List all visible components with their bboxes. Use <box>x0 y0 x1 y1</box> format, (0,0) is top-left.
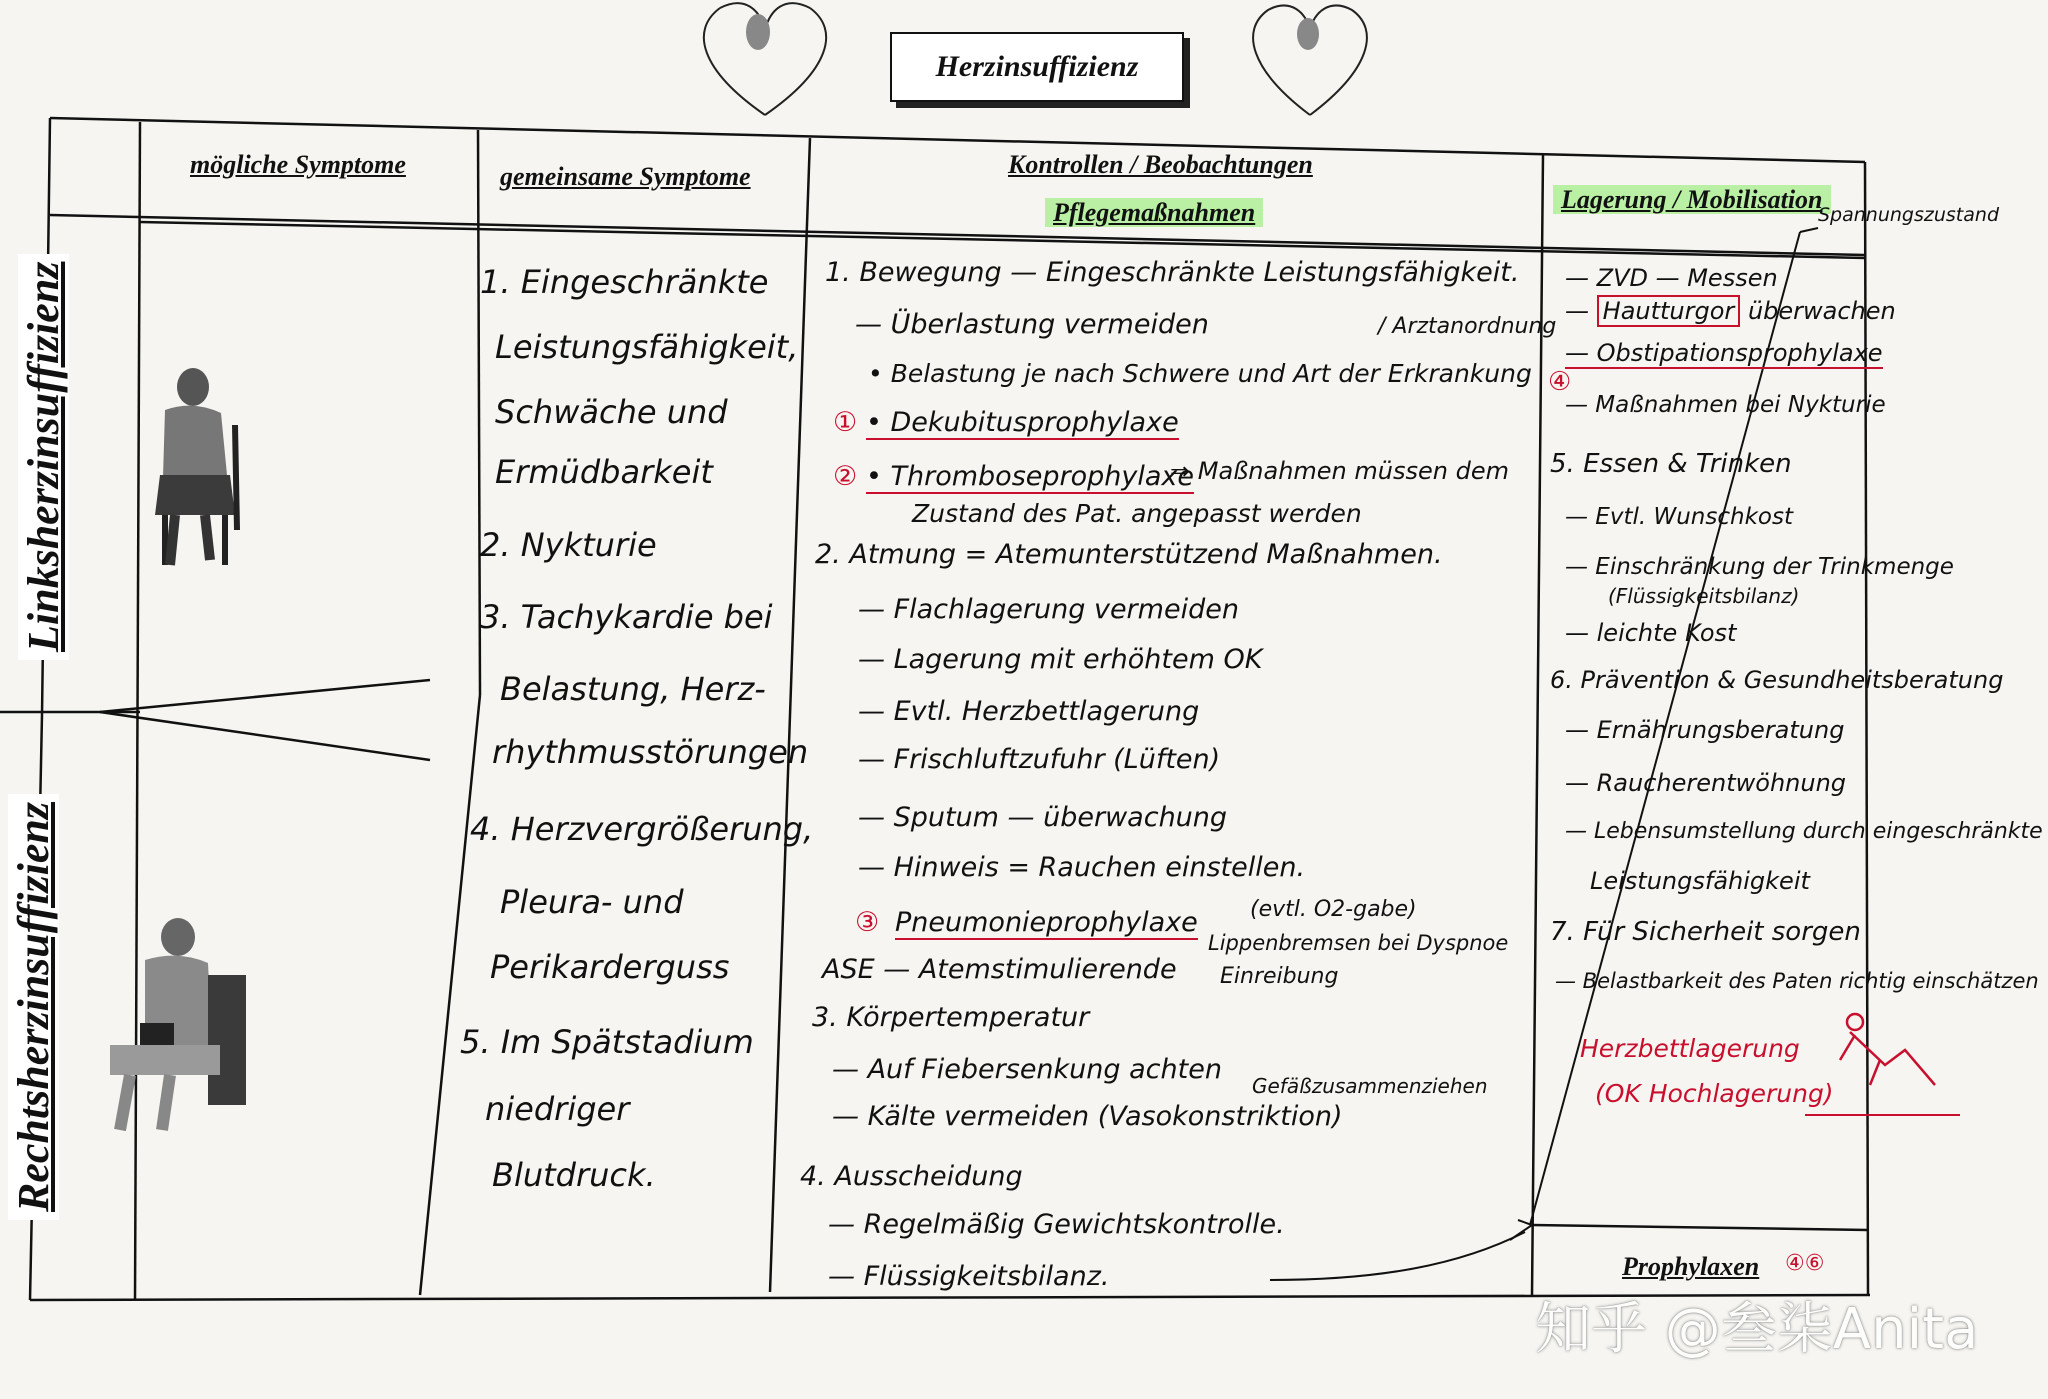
symptom-line: niedriger <box>485 1090 630 1128</box>
measure-line: 1. Bewegung — Eingeschränkte Leistungsfähigkeit. <box>825 257 1520 288</box>
measure-line: — Flachlagerung vermeiden <box>858 594 1239 625</box>
header-lagerung: Lagerung / Mobilisation <box>1553 185 1831 214</box>
row-label-rechts: Rechtsherzinsuffizienz <box>8 794 59 1220</box>
lagerung-line: — Raucherentwöhnung <box>1565 769 1847 797</box>
symptom-line: 5. Im Spätstadium <box>460 1023 754 1061</box>
lagerung-line: 6. Prävention & Gesundheitsberatung <box>1550 666 2004 694</box>
symptom-line: Pleura- und <box>500 883 684 921</box>
measure-note: Gefäßzusammenziehen <box>1252 1074 1488 1098</box>
measure-line: — Kälte vermeiden (Vasokonstriktion) <box>832 1101 1343 1132</box>
lagerung-line: überwachen <box>1747 297 1896 325</box>
lagerung-line: — Evtl. Wunschkost <box>1565 504 1793 530</box>
measure-line: • Belastung je nach Schwere und Art der Erkrankung <box>868 359 1532 388</box>
page-title: Herzinsuffizienz <box>890 32 1184 102</box>
lagerung-line: — leichte Kost <box>1565 619 1737 647</box>
lagerung-line: — Belastbarkeit des Paten richtig einschätzen <box>1555 969 2039 993</box>
measure-line: ASE — Atemstimulierende <box>822 954 1177 985</box>
lagerung-line: — ZVD — Messen <box>1565 264 1778 292</box>
symptom-line: Leistungsfähigkeit, <box>495 328 799 366</box>
prophylaxen-label: Prophylaxen <box>1622 1252 1760 1281</box>
lagerung-number: ④ <box>1548 367 1572 397</box>
measure-number: ① <box>833 407 858 438</box>
row-label-links: Linksherzinsuffizienz <box>18 254 69 660</box>
symptom-line: 1. Eingeschränkte <box>480 263 769 301</box>
header-pflegemassnahmen: Pflegemaßnahmen <box>1045 198 1263 227</box>
symptom-line: Belastung, Herz- <box>500 670 766 708</box>
lagerung-line: — Einschränkung der Trinkmenge <box>1565 554 1954 580</box>
lagerung-line: — Maßnahmen bei Nykturie <box>1565 392 1886 418</box>
measure-line: 2. Atmung = Atemunterstützend Maßnahmen. <box>815 539 1443 570</box>
measure-line: — Sputum — überwachung <box>858 802 1228 833</box>
measure-line: — Überlastung vermeiden <box>855 309 1209 340</box>
symptom-line: rhythmusstörungen <box>492 733 809 771</box>
annotation-spannungszustand: Spannungszustand <box>1818 204 2000 226</box>
measure-line: • Thromboseprophylaxe <box>866 461 1194 492</box>
measure-line: 3. Körpertemperatur <box>812 1002 1090 1033</box>
measure-line: — Auf Fiebersenkung achten <box>832 1054 1222 1085</box>
measure-line: — Flüssigkeitsbilanz. <box>828 1261 1110 1292</box>
measure-line: ⇒ Maßnahmen müssen dem <box>1170 457 1509 485</box>
lagerung-line: Leistungsfähigkeit <box>1590 867 1810 895</box>
measure-note: / Arztanordnung <box>1378 314 1557 339</box>
lagerung-line: 5. Essen & Trinken <box>1550 449 1792 479</box>
measure-number: ② <box>833 461 858 492</box>
lagerung-red-line: Herzbettlagerung <box>1580 1034 1800 1063</box>
lagerung-line: — Obstipationsprophylaxe <box>1565 339 1883 367</box>
symptom-line: Blutdruck. <box>492 1156 656 1194</box>
measure-line: — Hinweis = Rauchen einstellen. <box>858 852 1306 883</box>
prophylaxen-numbers: ④⑥ <box>1785 1251 1825 1276</box>
symptom-line: 2. Nykturie <box>480 526 657 564</box>
measure-line: 4. Ausscheidung <box>800 1161 1023 1192</box>
header-kontrollen: Kontrollen / Beobachtungen <box>1008 150 1313 179</box>
measure-line: Pneumonieprophylaxe <box>895 907 1198 938</box>
symptom-line: Ermüdbarkeit <box>495 453 713 491</box>
symptom-line: 4. Herzvergrößerung, <box>470 810 814 848</box>
measure-note: Lippenbremsen bei Dyspnoe <box>1208 931 1509 955</box>
symptom-line: 3. Tachykardie bei <box>480 598 773 636</box>
measure-line: • Dekubitusprophylaxe <box>866 407 1179 438</box>
measure-line: — Frischluftzufuhr (Lüften) <box>858 744 1221 775</box>
measure-note: (evtl. O2-gabe) <box>1250 897 1417 922</box>
symptom-line: Perikarderguss <box>490 948 730 986</box>
measure-line: — Evtl. Herzbettlagerung <box>858 696 1200 727</box>
seated-man-image <box>135 365 255 575</box>
watermark: 知乎 @叁柒Anita <box>1535 1297 1979 1362</box>
symptom-line: Schwäche und <box>495 393 728 431</box>
lagerung-red-line: (OK Hochlagerung) <box>1595 1079 1834 1108</box>
lagerung-line: — Lebensumstellung durch eingeschränkte <box>1565 819 2043 844</box>
measure-line: — Regelmäßig Gewichtskontrolle. <box>828 1209 1285 1240</box>
lagerung-line: — Ernährungsberatung <box>1565 716 1845 744</box>
seated-woman-image <box>100 915 250 1135</box>
lagerung-line: (Flüssigkeitsbilanz) <box>1608 584 1800 608</box>
measure-line: — Lagerung mit erhöhtem OK <box>858 644 1263 675</box>
reclining-figure-icon <box>1840 1014 1935 1085</box>
lagerung-boxed: Hautturgor <box>1597 295 1741 327</box>
measure-note: Einreibung <box>1220 964 1339 989</box>
lagerung-line: 7. Für Sicherheit sorgen <box>1550 917 1861 947</box>
measure-number: ③ <box>855 907 880 938</box>
header-gemeinsame-symptome: gemeinsame Symptome <box>500 162 751 191</box>
header-moegliche-symptome: mögliche Symptome <box>190 150 406 179</box>
measure-line: Zustand des Pat. angepasst werden <box>912 499 1362 528</box>
